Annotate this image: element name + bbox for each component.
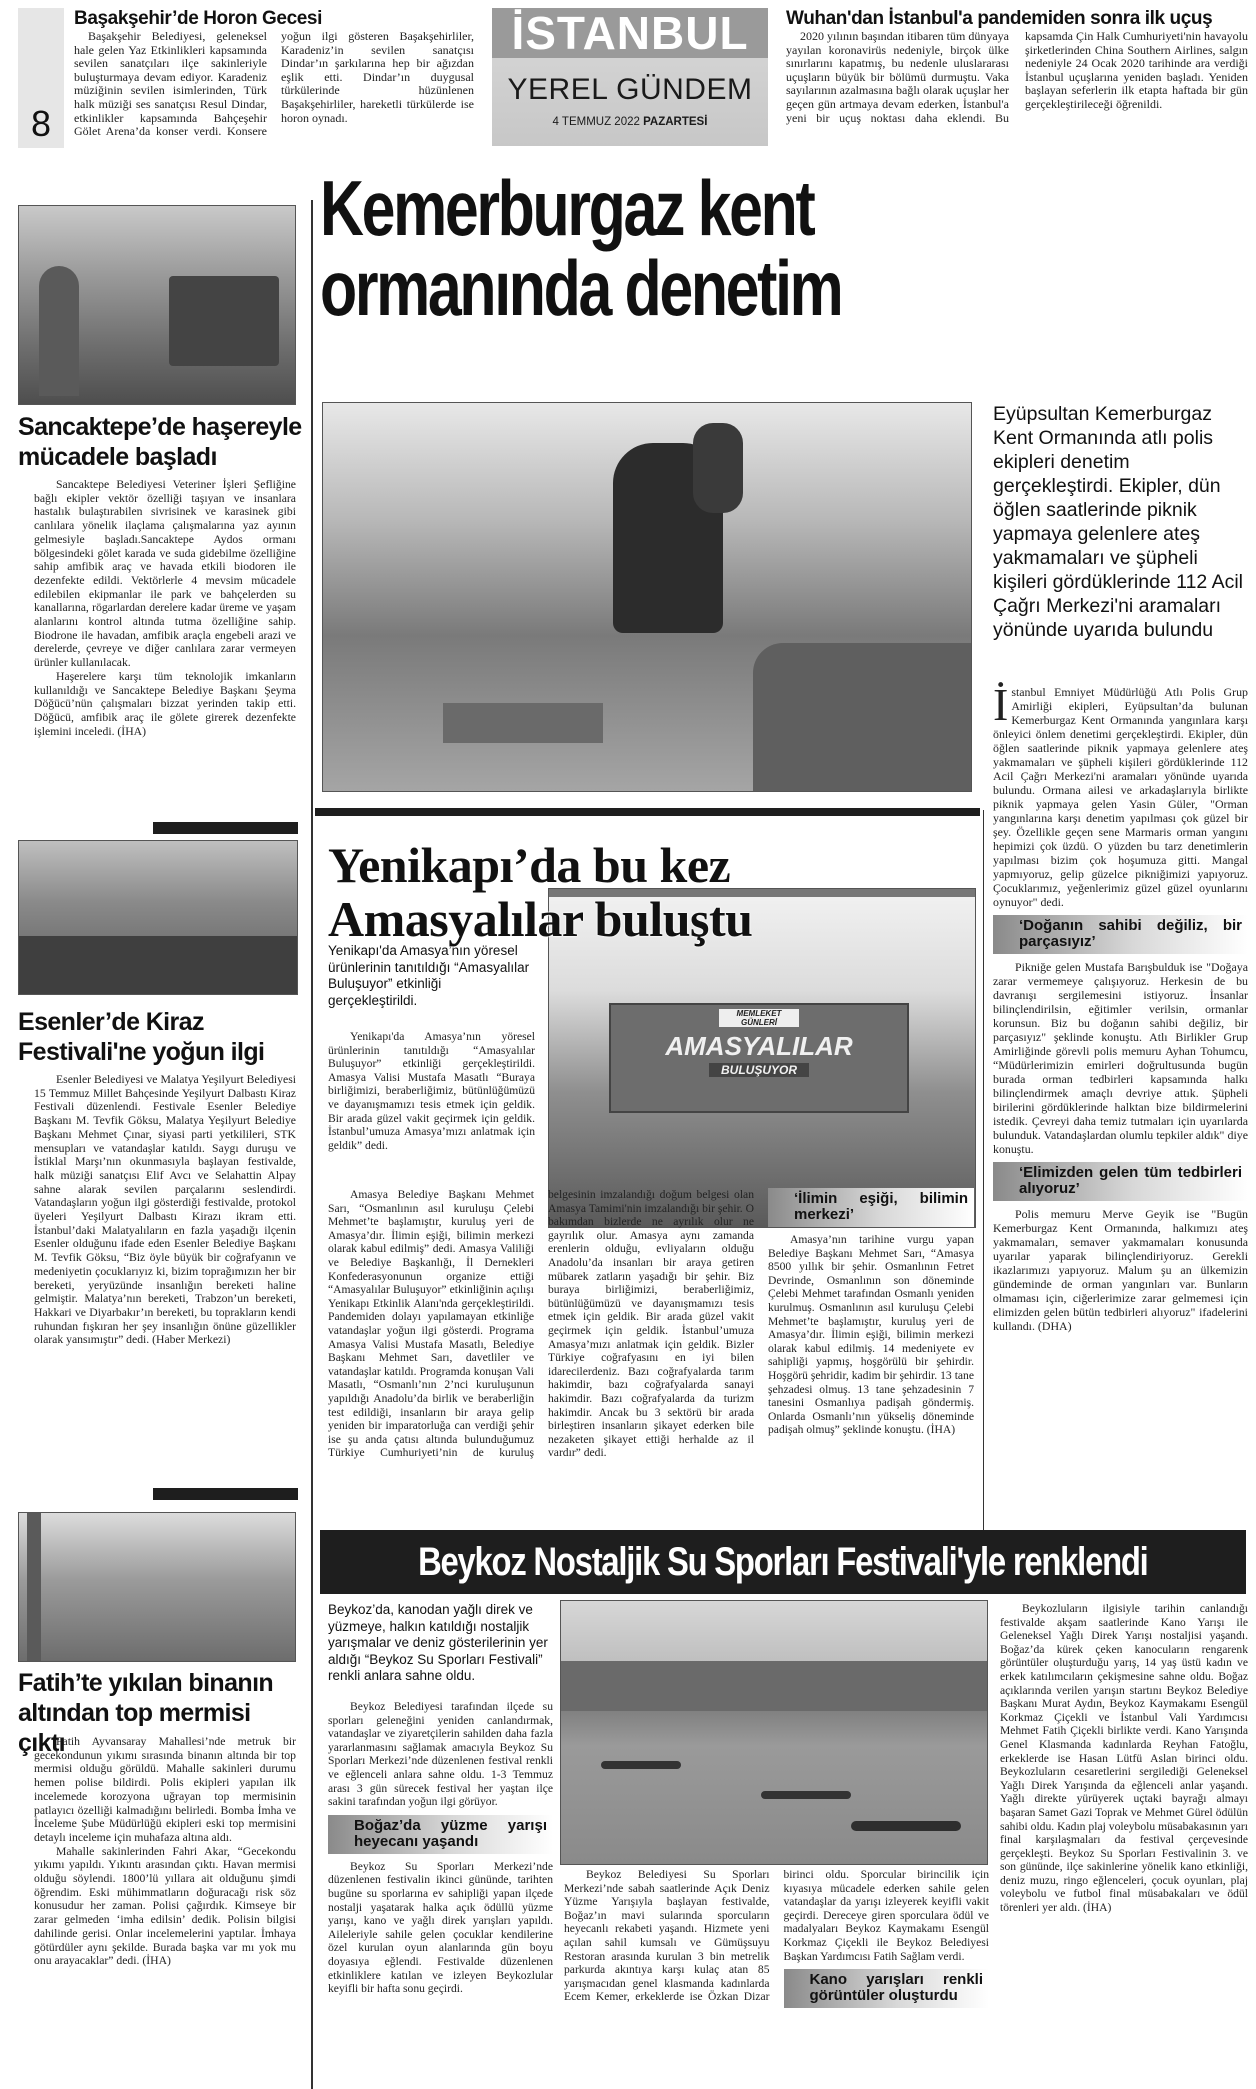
- sancaktepe-photo: [18, 205, 296, 405]
- masthead-title-band: [492, 8, 768, 58]
- fatih-body-p1: Fatih Ayvansaray Mahallesi’nde metruk bir gecekondunun yıkımı sırasında binanın altında bir top mermisi olduğu görüldü. Mahalle sakinleri durumu hemen polise bildirdi. Polis ekipleri yapılan ilk incelemede korozyona uğrayan top mermisinin patlayıcı özelliği kalmadığını belirledi. Bomba İmha ve İnceleme Şube Müdürlüğü ekipleri eski top mermisini detaylı inceleme için muhafaza altına aldı.: [34, 1735, 296, 1844]
- stage-banner: [609, 1003, 909, 1113]
- amasya-headline: [328, 838, 968, 946]
- beykoz-photo: [560, 1600, 988, 1865]
- main-body-p2: Pikniğe gelen Mustafa Barışbulduk ise "Doğaya zarar vermemeye çalışıyoruz. Herkesin de bu davranışı sergilemesini istiyoruz. İnsanlar bilinçlendirilsin, eğitimler verilsin, ormanlar korunsun. Biz bu doğanın sahibi değiliz, bir parçasıyız" şeklinde konuştu. Atlı Birlikler Grup Amirliğinde görevli polis memuru Ayhan Tohumcu, “Müdürlerimizin emirleri doğrultusunda bugün burada orman tedbirleri kapsamında halkı bilinçlendirmek amaçlı devriye attık. Şüpheli birilerini gördüklerinde halktan bize bildirmelerini istedik. Çevreyi daha temiz tutmaları için uyarılarda bulunduk. Vatandaşlardan olumlu tepkiler aldık" diye konuştu.: [993, 960, 1248, 1156]
- top-left-story: [74, 8, 474, 142]
- esenler-headline: Esenler’de Kiraz Festivali'ne yoğun ilgi: [18, 1008, 265, 1066]
- beykoz-body-p4: Beykozluların ilgisiyle tarihin canlandığı festivalde akşam saatlerinde Kano Yarışı ile Geleneksel Yağlı Direk Yarışı nostaljisi yaşandı. Boğaz’da kürek çeken kanocuların rengarenk görüntüler oluşturduğu yarış, 14 yaş üstü kadın ve erkek katılımcıların çekişmesine sahne oldu. Boğaz açıklarında verilen yarışın startını Beykoz Belediye Başkanı Murat Aydın, Beykoz Kaymakamı Esengül Korkmaz Çiçekli ve İstanbul Vali Yardımcısı Mehmet Fatih Çiçekli birlikte verdi. Kano Yarışında Genel Klasmanda kadınlarda Reyhan Fatoğlu, erkeklerde ise Hasan Lütfü Aslan birinci oldu. Beykozluların cesaretlerini sergilediği Geleneksel Yağlı Direk Yarışında da eğlenceli anlar yaşandı. Yağlı direkte yürüyerek uçtaki bayrağı almayı başaran Samet Gazi Toprak ve Mehmet Gürel ödülün sahibi oldu. Kadın plaj voleybolu müsabakasının yarı final karşılaşmaları da festival çerçevesinde gerçekleşti. Beykoz Su Sporları Festivalinin 3. ve son gününde, ilçe sakinlerine yönelik kano etkinliği, deniz muzu, ringo eğlenceleri, çocuk oyunları, plaj voleybolu ve futbol final müsabakaları ve ödül törenleri yer aldı. (İHA): [1000, 1602, 1248, 1915]
- beykoz-body-p2: Beykoz Su Sporları Merkezi’nde düzenlenen festivalin ikinci gününde, tarihten bugüne su sporlarına ev sahipliği yapan ilçede nostalji yaşatarak halka açık ödüllü yüzme yarışı, kano ve yağlı direk yarışları yapıldı. Aileleriyle sahile gelen çocuklar kendilerine özel kurulan oyun alanlarında gün boyu doyasıya eğlendi. Festivalde düzenlenen etkinliklere katılan ve izleyen Beykozlular keyifli bir hafta sonu geçirdi.: [328, 1859, 553, 1996]
- picnic-table-shape: [443, 703, 603, 743]
- main-lede: Eyüpsultan Kemerburgaz Kent Ormanında atlı polis ekipleri denetim gerçekleştirdi. Ekipler, dün öğlen saatlerinde piknik yapmaya gelenlere ateş yakmamaları ve şüpheli kişileri gördüklerinde 112 Acil Çağrı Merkezi'ni aramaları yönünde uyarıda bulundu: [993, 403, 1244, 641]
- fatih-headline: Fatih’te yıkılan binanın altından top mermisi çıktı: [18, 1669, 274, 1757]
- top-right-body: 2020 yılının başından itibaren tüm dünyaya yayılan koronavirüs nedeniyle, birçok ülke sınırlarını kapatmış, bu nedenle uluslararası uçuşların büyük bir bölümü durmuştu. Vaka sayılarının azalmasına bağlı olarak uçuşlar her geçen gün artmaya devam ederken, İstanbul'a yeni bir uçuş noktası daha eklendi. Bu kapsamda Çin Halk Cumhuriyeti'nin havayolu şirketlerinden China Southern Airlines, salgın nedeniyle 24 Ocak 2020 tarihinde ara verdiği İstanbul uçuşlarına yeniden başladı. Yeniden başlayan seferlerin ilk etapta haftada bir gün gerçekleştirileceği öğrenildi.: [786, 29, 1248, 125]
- beykoz-body-col1: [328, 1700, 553, 1996]
- tree-trunk-shape: [27, 1513, 41, 1662]
- beykoz-body-col2: [564, 1868, 989, 2088]
- fatih-photo: [18, 1512, 296, 1662]
- sancaktepe-body-p2: Haşerelere karşı tüm teknolojik imkanların kullanıldığı ve Sancaktepe Belediye Başkanı Şeyma Döğücü’nün çalışmaları bizzat yerinden takip etti. Döğücü, amfibik araç ile gölete girerek dezenfekte işlemini inceledi. (İHA): [34, 669, 296, 738]
- main-headline-line1: Kemerburgaz kent: [320, 164, 814, 252]
- rider-shape: [693, 423, 743, 513]
- page-number-box: [18, 8, 64, 148]
- top-right-story: [786, 8, 1248, 142]
- sancaktepe-body-p1: Sancaktepe Belediyesi Veteriner İşleri Şefliğine bağlı ekipler vektör özelliği taşıyan ve insanlara hastalık bulaştırabilen sivrisinek ve karasinek gibi canlılara yönelik ilaçlama çalışmalarına yaz ayının gelmesiyle başladı.Sancaktepe Aydos ormanı bölgesindeki gölet karada ve suda gidebilme özelliğine sahip amfibik araç ve havada etkili biodoren ile dezenfekte edildi. Vektörlerle 4 mevsim mücadele edilebilen ekipmanlar ile park ve bahçelerden su kanallarına, rögarlardan derelere kadar üreme ve yaşam alanlarını kontrol altında tutma özelliğine sahip. Biodrone ile havadan, amfibik araçla engebeli arazi ve derelerde, çevreye ve diğer canlılara zarar vermeyen ürünler kullanılacak.: [34, 478, 296, 670]
- divider-bar: [153, 1488, 298, 1500]
- masthead-dateline: [492, 116, 768, 128]
- column-divider: [983, 810, 984, 1590]
- amasya-subhead: ‘İlimin eşiği, bilimin merkezi’: [768, 1188, 974, 1227]
- main-subhead-2: ‘Elimizden gelen tüm tedbirleri alıyoruz’: [993, 1162, 1248, 1201]
- banner-top-text: MEMLEKET GÜNLERİ: [719, 1009, 799, 1027]
- vehicle-shape: [169, 276, 279, 366]
- masthead: [492, 8, 768, 146]
- top-right-headline: Wuhan'dan İstanbul'a pandemiden sonra ilk uçuş: [786, 8, 1213, 29]
- main-body-p3: Polis memuru Merve Geyik ise "Bugün Kemerburgaz Kent Ormanında, halkımızı ateş yakmamaları, semaver yakmamaları konusunda uyarılar yaparak bilinçlendiriyoruz. Gerekli ikazlarımızı yapıyoruz. Malum şu an ülkemizin gündeminde de orman yangınları var. Bunların olmaması için, ciğerlerimize zarar gelmemesi için elimizden gelen bütün tedbirleri alıyoruz" ifadelerini kullandı. (DHA): [993, 1207, 1248, 1333]
- amasya-lede: Yenikapı'da Amasya’nın yöresel ürünlerinin tanıtıldığı “Amasyalılar Buluşuyor” etkinliği gerçekleştirildi.: [328, 943, 530, 1008]
- main-headline: [320, 164, 1250, 332]
- amasya-body-p2: Amasya Belediye Başkanı Mehmet Sarı, “Osmanlının asıl kuruluşu Çelebi Mehmet’te başlamıştır, kuruluş yeri de Amasya’dır. İlimin eşiği, bilimin merkezi olarak kabul edilmiş” dedi. Amasya Valiliği ve Belediye Başkanlığı, İl Dernekleri Konfederasyonunun organize ettiği “Amasyalılar Buluşuyor” etkinliğinin açılışı Yenikapı Etkinlik Alanı'nda gerçekleştirildi. Pandemiden dolayı yapılamayan etkinliğe vatandaşlar yoğun ilgi gösterdi. Programa Amasya Valisi Mustafa Masatlı, Belediye Başkanı Mehmet Sarı, davetliler ve vatandaşlar katıldı. Programda konuşan Vali Masatlı, “Osmanlı’nın 2’nci kuruluşunun yapıldığı Anadolu’da birlik ve beraberliğin test edildiği, insanların bir araya gelip yeniden bir imparatorluğa can verdiği şehir ise şu anda çatısı altında bulunduğumuz Türkiye Cumhuriyeti’nin de kuruluş belgesinin imzalandığı doğum belgesi olan Amasya Tamimi'nin imzalandığı bir şehir. O bakımdan bizlerde ne ayrılık olur ne gayrılık olur. Amasya aynı zamanda erenlerin olduğu, evliyaların olduğu Anadolu’da insanları bir araya getiren mübarek zatların yaşadığı bir şehir. Biz buraya birliğimizi, beraberliğimiz, bütünlüğümüzü ve dayanışmamızı tesis etmek için geldik. Bir arada güzel vakit geçirmek için geldik. İstanbul’umuza Amasya’mızı anlatmak için geldik. Bizler Türkiye coğrafyasını en iyi bilen idarecilerdeniz. Bazı coğrafyalarda tarım hakimdir, bazı coğrafyalarda sanayi hakimdir. Bazı coğrafyalarda da turizm hakimdir. Ancak bu 3 sektörü bir arada birleştiren insanların şikayet ederken bile nezaketen şikayet ettiği herhalde az il vardır” dedi.: [328, 1188, 754, 1460]
- esenler-body-p1: Esenler Belediyesi ve Malatya Yeşilyurt Belediyesi 15 Temmuz Millet Bahçesinde Yeşilyurt Dalbastı Kiraz Festivali düzenlendi. Festivale Esenler Belediye Başkanı M. Tevfik Göksu, Malatya Yeşilyurt Belediye Başkanı Mehmet Çınar, siyasi parti yetkilileri, STK mensupları ve vatandaşlar katıldı. Saygı duruşu ve İstiklal Marşı’nın okunmasıyla başlayan festivalde, halk müziği sanatçısı Elif Avcı ve Selahattin Alpay sahne alarak sevilen parçalarını seslendirdi. Vatandaşların yoğun ilgi gösterdiği festivalde, protokol üyeleri Yeşilyurt Dalbastı Kirazı ikram etti. İstanbul’daki Malatyalıların en fazla yaşadığı ilçenin Esenler olduğunu ifade eden Esenler Belediye Başkanı M. Tevfik Göksu, “Biz öyle büyük bir coğrafyanın ve medeniyetin çocuklarıyız ki, bizim toprağımızın her bir bereketi, yeryüzünde insanlığın bereketi haline gelmiştir. Malatya’nın bereketi, Trabzon’un bereketi, Hakkari ve Diyarbakır’ın bereketi, bu toprakların kendi ruhundan fışkıran her şey insanlığın önüne güzellikler olarak yansımıştır” dedi. (Haber Merkezi): [34, 1073, 296, 1347]
- kayak-shape: [851, 1821, 961, 1831]
- fatih-body-p2: Mahalle sakinlerinden Fahri Akar, “Gecekondu yıkımı yapıldı. Yıkıntı arasından çıktı. Havan mermisi olduğu söylendi. 1800’lü yıllara ait olduğunu şimdi öğrendim. Eski mühimmatların doğuracağı risk söz konusudur her zaman. Polisi çağırdık. Kimseye bir zarar gelmeden ‘imha edilsin’ dedik. Polisin bilgisi dahilinde gerisi. Onlar incelemelerini yaptılar. İmhaya götürdüler aynı şekilde. Burada başka var mı yok mu onu arayacaklar” dedi. (İHA): [34, 1844, 296, 1968]
- masthead-title: İSTANBUL: [511, 7, 749, 59]
- esenler-body: [34, 1073, 296, 1347]
- sancaktepe-headline: Sancaktepe’de haşereyle mücadele başladı: [18, 413, 302, 471]
- person-shape: [39, 266, 79, 396]
- amasya-headline-line2: Amasyalılar buluştu: [328, 891, 753, 947]
- table-shape: [19, 936, 298, 995]
- shore-shape: [561, 1661, 988, 1711]
- beykoz-headline: Beykoz Nostaljik Su Sporları Festivali'yle renklendi: [418, 1539, 1148, 1584]
- amasya-body-p3: Amasya’nın tarihine vurgu yapan Belediye Başkanı Mehmet Sarı, “Amasya 8500 yıllık bir şehir. Osmanlının Fetret Devrinde, Osmanlının son döneminde Çelebi Mehmet tarafından Osmanlı yeniden kurulmuş. Osmanlının asıl kuruluşu Çelebi Mehmet’te başlamıştır, kuruluş yeri de Amasya’dır. İlimin eşiği, bilimin merkezi olarak kabul edilmiş. 14 medeniyete ev sahipliği yapmış, hoşgörülü bir şehirdir. Hoşgörü şehridir, kadim bir şehirdir. 13 tane şehzadesi olmuş. 13 tane şehzadesinin 7 tanesini Osmanlıya padişah göndermiş. Onlarda Osmanlı’nın yükseliş döneminde padişah olmuş” şeklinde konuştu. (İHA): [768, 1233, 974, 1437]
- masthead-weekday: PAZARTESİ: [643, 116, 708, 128]
- main-body-p1-text: stanbul Emniyet Müdürlüğü Atlı Polis Grup Amirliği ekipleri, Eyüpsultan’da bulunan Kemerburgaz Kent Ormanında yangınlara karşı önleyici önlem denetimi gerçekleştirdi. Ekipler, dün öğlen saatlerinde piknik yapmaya gelenlere ateş yakmamaları ve şüpheli kişileri gördüklerinde 112 Acil Çağrı Merkezi'ni aramaları yönünde uyarıda bulundu. Ormana ailesi ve arkadaşlarıyla birlikte piknik yapmaya gelen Yasin Güler, "Orman yangınlarına karşı denetim yapılması çok güzel bir şey. Özellikle geçen sene Marmaris orman yangını hepimizi çok üzdü. O yüzden bu tarz denetimlerin yapılması bizim çok hoşumuza gitti. Mangal yapmıyoruz, gelip güzelce pikniğimizi yapıyoruz. Çocuklarımız, yeğenlerimiz güzel güzel oyunlarını oynuyor" dedi.: [993, 685, 1248, 909]
- amasya-body-col1b: [328, 1188, 974, 1588]
- masthead-section: YEREL GÜNDEM: [507, 73, 753, 106]
- main-subhead-1: ‘Doğanın sahibi değiliz, bir parçasıyız’: [993, 915, 1248, 954]
- main-headline-line2: ormanında denetim: [320, 244, 842, 332]
- people-shape: [753, 643, 972, 792]
- column-divider: [311, 200, 313, 2089]
- main-body: [993, 679, 1248, 1333]
- masthead-date: 4 TEMMUZ 2022: [552, 116, 640, 128]
- beykoz-subhead-1: Boğaz’da yüzme yarışı heyecanı yaşandı: [328, 1815, 553, 1854]
- banner-main-text: AMASYALILAR: [665, 1031, 853, 1061]
- amasya-body-p1: Yenikapı'da Amasya’nın yöresel ürünlerinin tanıtıldığı “Amasyalılar Buluşuyor” etkinliği gerçekleştirildi. Amasya Valisi Mustafa Masatlı “Buraya birliğimizi, beraberliğimiz, bütünlüğümüzü ve dayanışmamızı tesis etmek için geldik. Bir arada güzel vakit geçirmek için geldik. İstanbul’umuza Amasya’mızı anlatmak için geldik” dedi.: [328, 1030, 535, 1152]
- kayak-shape: [601, 1761, 681, 1769]
- page-number: 8: [30, 103, 52, 144]
- beykoz-lede: Beykoz’da, kanodan yağlı direk ve yüzmeye, halkın katıldığı nostaljik yarışmalar ve deniz gösterilerinin yer aldığı “Beykoz Su Sporları Festivali” renkli anlara sahne oldu.: [328, 1602, 548, 1683]
- beykoz-body-col4: [1000, 1602, 1248, 1915]
- top-left-body: Başakşehir Belediyesi, geleneksel hale gelen Yaz Etkinlikleri kapsamında sevilen sanatçıları ilçe sakinleriyle buluşturmaya devam ediyor. Karadeniz müziğinin sevilen isimlerinden, Türk halk müziği ses sanatçısı Resul Dindar, etkinlikler kapsamında Bahçeşehir Gölet Arena’da konser verdi. Konsere yoğun ilgi gösteren Başakşehirliler, Karadeniz’in sevilen sanatçısı Dindar’ın şarkılarına hep bir ağızdan eşlik etti. Dindar’ın duygusal türkülerinde hüzünlenen Başakşehirliler, hareketli türkülerde ise horon oynadı.: [74, 29, 474, 139]
- divider-bar: [153, 822, 298, 834]
- banner-sub-text: BULUŞUYOR: [709, 1063, 809, 1077]
- amasya-body-col1: [328, 1030, 535, 1152]
- beykoz-headline-bar: [320, 1530, 1246, 1594]
- horse-police-photo: [322, 402, 972, 792]
- amasya-headline-line1: Yenikapı’da bu kez: [328, 837, 731, 893]
- fatih-body: [34, 1735, 296, 1968]
- beykoz-subhead-2: Kano yarışları renkli görüntüler oluşturdu: [784, 1969, 990, 2008]
- beykoz-body-p1: Beykoz Belediyesi tarafından ilçede su sporları geleneğini yeniden canlandırmak, vatandaşlar ve ziyaretçilerin sahilden daha fazla yararlanmasını sağlamak amacıyla Beykoz Su Sporları Merkezi’nde düzenlenen festival renkli ve eğlenceli anlara sahne oldu. 1-3 Temmuz arası 3 gün sürecek festival her yaştan ilçe sakini tarafından yoğun ilgi görüyor.: [328, 1700, 553, 1809]
- esenler-photo: [18, 840, 298, 995]
- main-body-p1: [993, 679, 1248, 909]
- beykoz-body-p3: Beykoz Belediyesi Su Sporları Merkezi’nde sabah saatlerinde Açık Deniz Yüzme Yarışıyla başlayan festivalde, Boğaz’ın mavi sularında sporcuların heyecanlı rekabeti yaşandı. Hizmete yeni açılan sahil kumsalı ve Gümüşsuyu Restoran arasında kurulan 3 bin metrelik parkurda akıntıya karşı kulaç atan 85 yarışmacıdan genel klasmanda kadınlarda Ecem Kemer, erkeklerde ise Özkan Dizar birinci oldu. Sporcular birincilik için kıyasıya mücadele ederken sahile gelen vatandaşlar da yarışı izleyerek keyifli vakit geçirdi. Dereceye giren sporculara ödül ve madalyaları Beykoz Kaymakamı Esengül Korkmaz Çiçekli ile Beykoz Belediyesi Başkan Yardımcısı Fatih Sağlam verdi.: [564, 1868, 989, 2004]
- top-left-headline: Başakşehir’de Horon Gecesi: [74, 8, 322, 29]
- kayak-shape: [761, 1791, 851, 1799]
- section-bar: [315, 808, 980, 816]
- main-dropcap: İ: [993, 679, 1009, 730]
- sancaktepe-body: [34, 478, 296, 738]
